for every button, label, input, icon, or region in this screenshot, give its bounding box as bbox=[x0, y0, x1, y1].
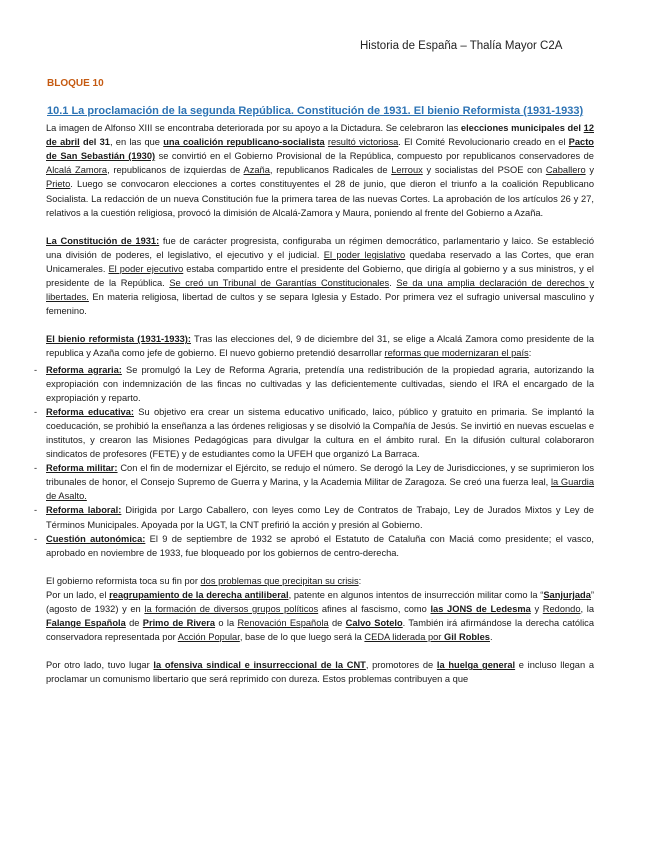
list-item: - Reforma laboral: Dirigida por Largo Caballero, con leyes como Ley de Contratos de Trabajo, Ley de Jurados Mixtos y Ley de Términos Municipales. Apoyada por la UGT, la CNT prefirió la acción y presión al Gobierno. bbox=[46, 503, 594, 531]
list-item: - Reforma militar: Con el fin de modernizar el Ejército, se redujo el número. Se derogó la Ley de Jurisdicciones, y se suprimieron los tribunales de honor, el Consejo Supremo de Guerra y Marina, y la Academia Militar de Zaragoza. Se creó una fuerza leal, la Guardia de Asalto. bbox=[46, 461, 594, 503]
block-heading: BLOQUE 10 bbox=[47, 78, 104, 89]
reforms-list bbox=[46, 363, 594, 560]
list-item: - Reforma educativa: Su objetivo era crear un sistema educativo unificado, laico, público y gratuito en primaria. Se implantó la coeducación, se prohibió la enseñanza a las órdenes religiosas y se disolvió la Compañía de Jesús. Se invirtió en nuevas escuelas e institutos, y crearon las Misiones Pedagógicas para divulgar la cultura en el ámbito rural. En la difusión cultural colaboraron sindicatos de profesores (FETE) y de estudiantes como la UFEH que organizó La Barraca. bbox=[46, 405, 594, 461]
list-item: - Reforma agraria: Se promulgó la Ley de Reforma Agraria, pretendía una redistribución de la propiedad agraria, autorizando la expropiación con indemnización de las fincas no cultivadas y las deficientemente cultivadas, siendo el IRA el encargado de la expropiación y reparto. bbox=[46, 363, 594, 405]
paragraph-bienio: El bienio reformista (1931-1933): Tras las elecciones del, 9 de diciembre del 31, se elige a Alcalá Zamora como presidente de la republica y Azaña como jefe de gobierno. El nuevo gobierno pretendió desarrollar reformas que modernizaran el país: bbox=[46, 334, 595, 359]
paragraph-proclamation: La imagen de Alfonso XIII se encontraba deteriorada por su apoyo a la Dictadura. Se celebraron las elecciones municipales del 12 de abril del 31, en las que una coalición republicano-socialista resultó victoriosa. El Comité Revolucionario creado en el Pacto de San Sebastián (1930) se convirtió en el Gobierno Provisional de la República, compuesto por republicanos conservadores de Alcalá Zamora, republicanos de izquierdas de Azaña, republicanos Radicales de Lerroux y socialistas del PSOE con Caballero y Prieto. Luego se convocaron elecciones a cortes constituyentes el 28 de junio, que dieron el triunfo a la coalición Republicano Socialista. La redacción de un nueva Constitución fue la primera tarea de las nuevas Cortes. La aprobación de los artículos 26 y 27, relativos a la cuestión religiosa, provocó la dimisión de Alcalá-Zamora y Maura, poniendo al frente del Gobierno a Azaña. bbox=[46, 123, 595, 218]
list-item: - Cuestión autonómica: El 9 de septiembre de 1932 se aprobó el Estatuto de Cataluña con Maciá como presidente; el vasco, aprobado en noviembre de 1933, fue bloqueado por los gobiernos de centro-derecha. bbox=[46, 532, 594, 560]
paragraph-cnt: Por otro lado, tuvo lugar la ofensiva sindical e insurreccional de la CNT, promotores de la huelga general e incluso llegan a proclamar un comunismo libertario que será reprimido con dureza. Estos problemas contribuyen a que bbox=[46, 660, 594, 685]
document-body bbox=[46, 104, 594, 700]
section-title: 10.1 La proclamación de la segunda República. Constitución de 1931. El bienio Reformista (1931-1933) bbox=[47, 105, 584, 117]
paragraph-constitution: La Constitución de 1931: fue de carácter progresista, configuraba un régimen democrático, parlamentario y laico. Se estableció una división de poderes, el legislativo, el ejecutivo y el judicial. El poder legislativo quedaba reservado a las Cortes, que eran Unicamerales. El poder ejecutivo estaba compartido entre el presidente del Gobierno, que dirigía al gobierno y a sus ministros, y el presidente de la República. Se creó un Tribunal de Garantías Constitucionales. Se da una amplia declaración de derechos y libertades. En materia religiosa, libertad de cultos y se separa Iglesia y Estado. Por primera vez el sufragio universal masculino y femenino. bbox=[46, 235, 594, 317]
page-header: Historia de España – Thalía Mayor C2A bbox=[360, 40, 563, 52]
paragraph-crisis: El gobierno reformista toca su fin por dos problemas que precipitan su crisis: Por un lado, el reagrupamiento de la derecha antiliberal, patente en algunos intentos de insurrección militar como la “Sanjurjada” (agosto de 1932) y en la formación de diversos grupos políticos afines al fascismo, como las JONS de Ledesma y Redondo, la Falange Española de Primo de Rivera o la Renovación Española de Calvo Sotelo. También irá afirmándose la derecha católica conservadora representada por Acción Popular, base de lo que luego será la CEDA liderada por Gil Robles. bbox=[46, 575, 595, 643]
